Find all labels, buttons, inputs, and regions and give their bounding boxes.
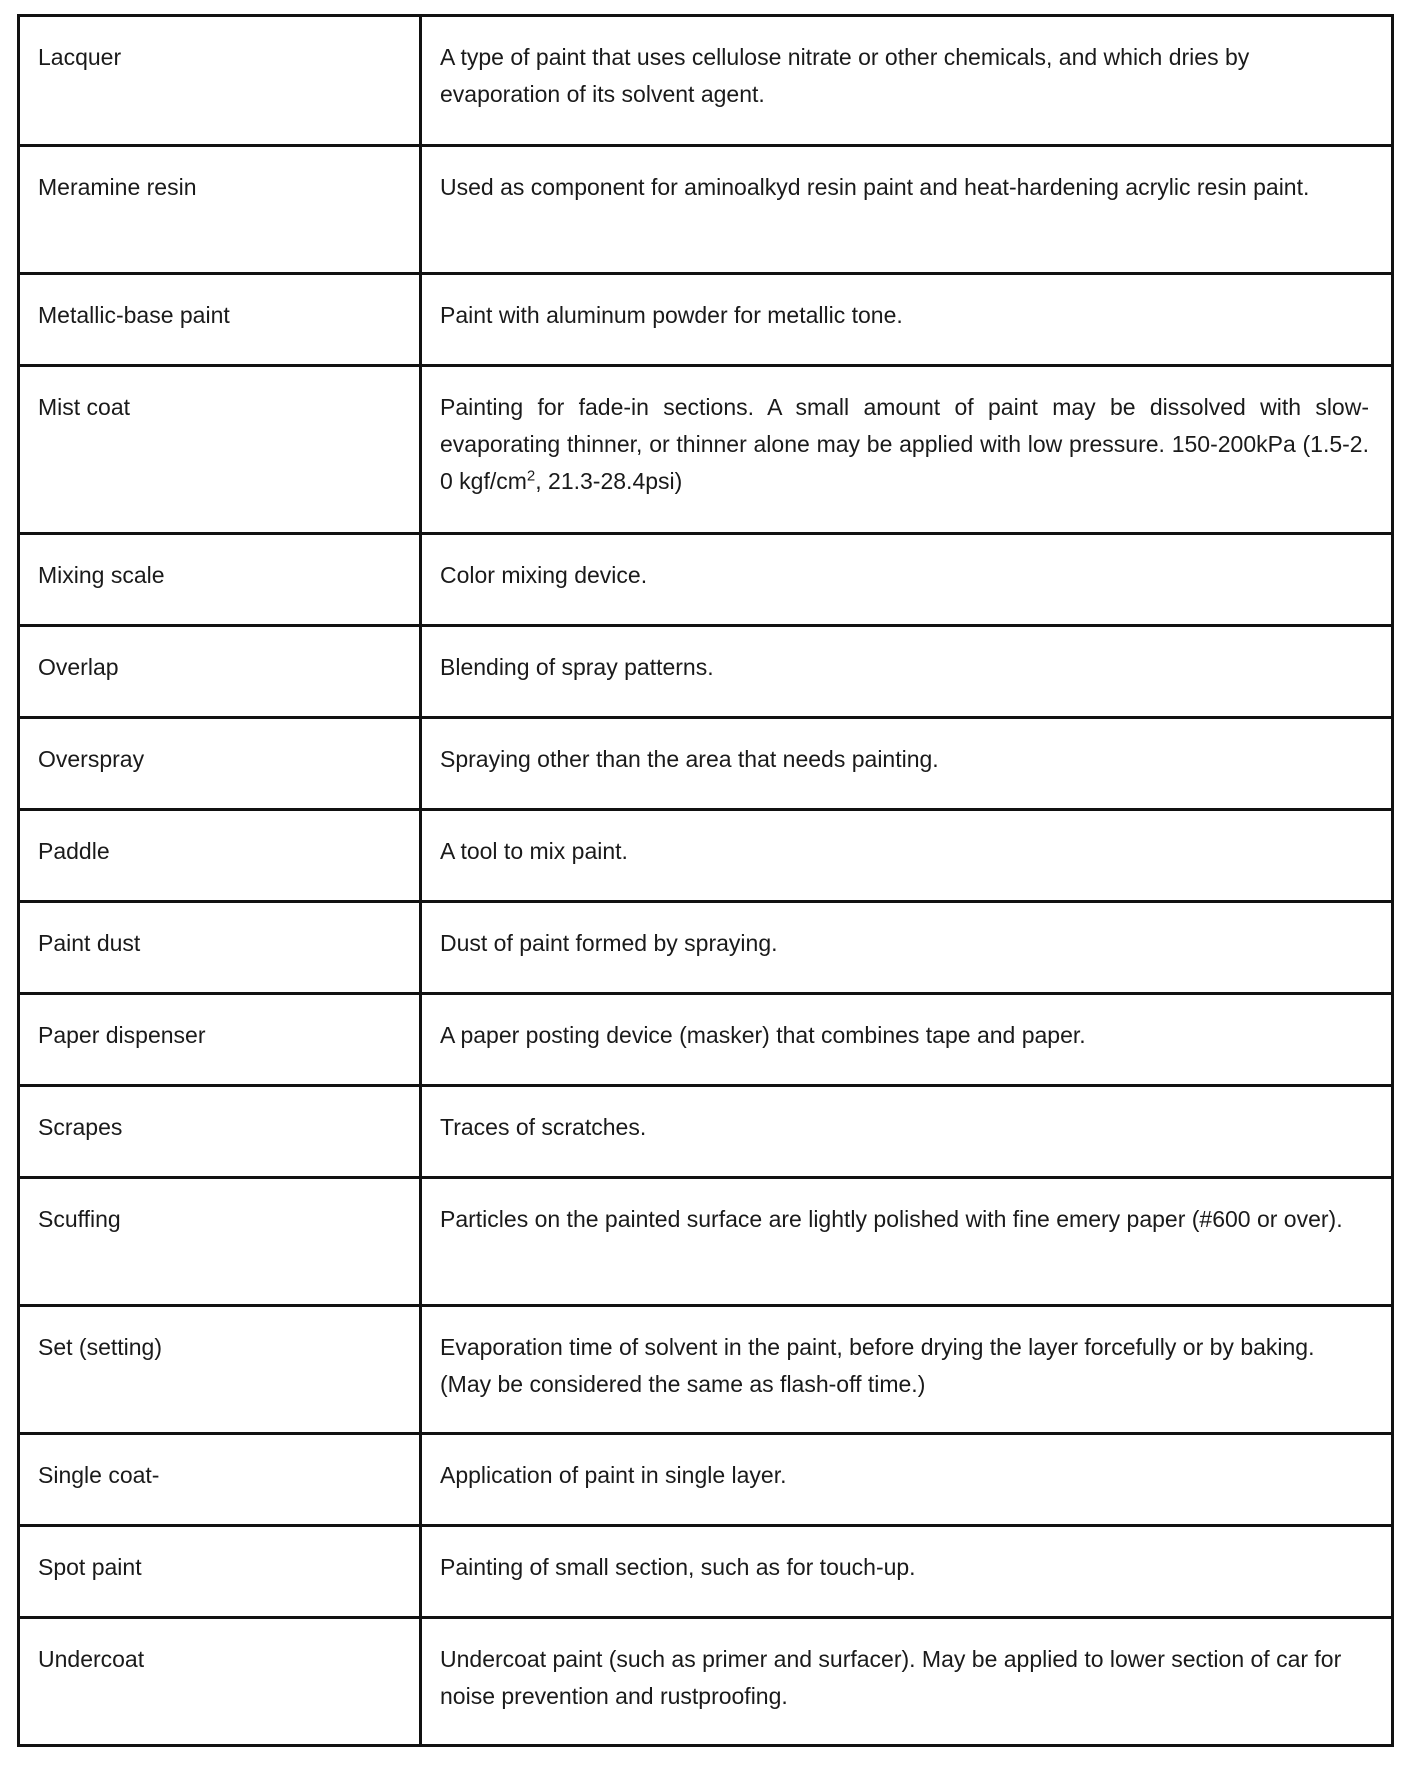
definition-text: Painting for fade-in sections. A small amount of paint may be dissolved with slow-evaporating thinner, or thinner alone may be applied with low pressure. 150-200kPa (1.5-2. 0 kgf/cm [440,394,1369,494]
table-row [19,810,1393,902]
definition-cell: A type of paint that uses cellulose nitrate or other chemicals, and which dries by evaporation of its solvent agent. [421,16,1393,146]
definition-cell: Spraying other than the area that needs painting. [421,718,1393,810]
table-row [19,366,1393,534]
definition-cell: Color mixing device. [421,534,1393,626]
table-row [19,1178,1393,1306]
definition-cell: Dust of paint formed by spraying. [421,902,1393,994]
term-cell: Single coat- [19,1434,421,1526]
term-cell: Mixing scale [19,534,421,626]
definition-cell [421,366,1393,534]
table-row [19,994,1393,1086]
term-cell: Metallic-base paint [19,274,421,366]
definition-cell: Blending of spray patterns. [421,626,1393,718]
table-row [19,274,1393,366]
table-row [19,718,1393,810]
table-row [19,1306,1393,1434]
term-cell: Scrapes [19,1086,421,1178]
definition-cell: Traces of scratches. [421,1086,1393,1178]
definition-cell: Evaporation time of solvent in the paint, before drying the layer forcefully or by baking. (May be considered the same as flash-off time.) [421,1306,1393,1434]
term-cell: Undercoat [19,1618,421,1746]
term-cell: Spot paint [19,1526,421,1618]
term-cell: Mist coat [19,366,421,534]
term-cell: Overlap [19,626,421,718]
term-cell: Scuffing [19,1178,421,1306]
definition-cell: Undercoat paint (such as primer and surfacer). May be applied to lower section of car for noise prevention and rustproofing. [421,1618,1393,1746]
definition-cell: A paper posting device (masker) that combines tape and paper. [421,994,1393,1086]
term-cell: Meramine resin [19,146,421,274]
definition-cell: A tool to mix paint. [421,810,1393,902]
table-row [19,1434,1393,1526]
table-row [19,1618,1393,1746]
glossary-table [17,14,1394,1747]
table-row [19,626,1393,718]
term-cell: Paper dispenser [19,994,421,1086]
term-cell: Overspray [19,718,421,810]
definition-cell: Used as component for aminoalkyd resin paint and heat-hardening acrylic resin paint. [421,146,1393,274]
definition-cell: Particles on the painted surface are lightly polished with fine emery paper (#600 or over). [421,1178,1393,1306]
term-cell: Paint dust [19,902,421,994]
term-cell: Lacquer [19,16,421,146]
term-cell: Paddle [19,810,421,902]
definition-cell: Paint with aluminum powder for metallic tone. [421,274,1393,366]
table-row [19,1526,1393,1618]
definition-cell: Application of paint in single layer. [421,1434,1393,1526]
table-row [19,146,1393,274]
table-row [19,16,1393,146]
table-row [19,902,1393,994]
table-row [19,1086,1393,1178]
table-row [19,534,1393,626]
term-cell: Set (setting) [19,1306,421,1434]
superscript: 2 [526,467,536,485]
definition-cell: Painting of small section, such as for touch-up. [421,1526,1393,1618]
definition-text-end: , 21.3-28.4psi) [535,468,683,494]
